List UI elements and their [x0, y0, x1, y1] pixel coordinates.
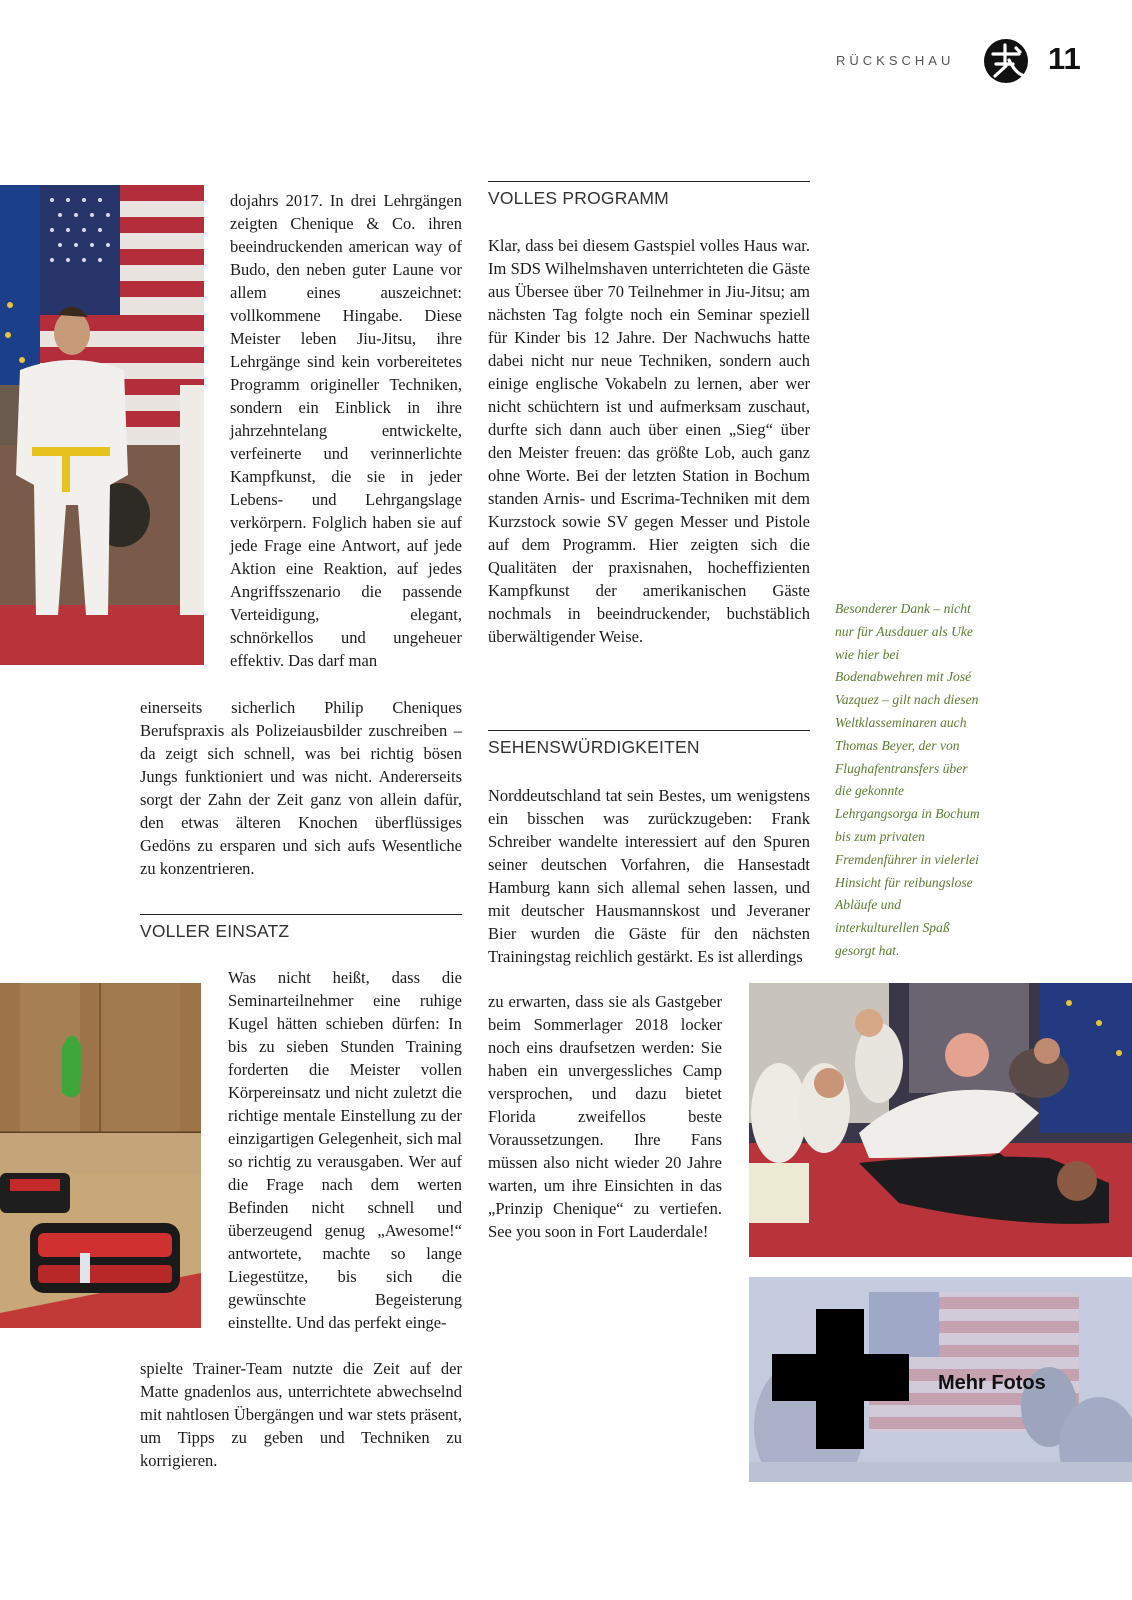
photo-caption: Besonderer Dank – nicht nur für Ausdauer als Uke wie hier bei Bodenabwehren mit José Vazquez – gilt nach diesen Weltklasseminaren auch Thomas Beyer, der von Flughafentransfers über die gekonnte Lehrgangsorga in Bochum bis zum privaten Fremdenführer in vielerlei Hinsicht für reibungslose Abläufe und interkulturellen Spaß gesorgt hat.: [835, 601, 980, 958]
heading-sehenswuerdigkeiten: SEHENSWÜRDIGKEITEN: [488, 737, 700, 757]
photo-ground-defense: [749, 983, 1132, 1257]
more-photos-label[interactable]: Mehr Fotos: [938, 1372, 1046, 1394]
more-photos-button[interactable]: [749, 1277, 1132, 1482]
section-divider: [140, 914, 462, 915]
photo-gym-bags: [0, 983, 201, 1328]
section-divider: [488, 181, 810, 182]
article-intro-continuation: [140, 696, 462, 880]
voller-einsatz-continuation: [140, 1357, 462, 1472]
sehenswuerdigkeiten-text: [488, 784, 810, 968]
intro-continuation-paragraph: einerseits sicherlich Philip Cheniques Berufspraxis als Polizeiausbilder zuschreiben – da zeigt sich schnell, was bei richtig bösen Jungs funktioniert und was nicht. Andererseits sorgt der Zahn der Zeit ganz von allein dafür, den etwas älteren Knochen überflüssiges Gedöns zu ersparen und sich aufs Wesentliche zu konzentrieren.: [140, 698, 462, 878]
page-number: 11: [1048, 41, 1081, 76]
heading-volles-programm: VOLLES PROGRAMM: [488, 188, 669, 208]
photo-athlete-flag: [0, 185, 204, 665]
voller-einsatz-continuation-paragraph: spielte Trainer-Team nutzte die Zeit auf der Matte gnadenlos aus, unterrichtete abwechselnd mit nahtlosen Übergängen und war stets präsent, um Tipps zu geben und Techniken zu korrigieren.: [140, 1359, 462, 1470]
budo-logo-icon: [983, 38, 1029, 84]
sehenswuerdigkeiten-paragraph: Norddeutschland tat sein Bestes, um wenigstens ein bisschen was zurückzugeben: Frank Schreiber wandelte interessiert auf den Spuren seiner deutschen Vorfahren, die Hansestadt Hamburg kann sich allemal sehen lassen, und mit deutscher Hausmannskost und Jeveraner Bier wurden die Gäste für den nächsten Trainingstag reichlich gestärkt. Es ist allerdings: [488, 786, 810, 966]
section-label: RÜCKSCHAU: [836, 53, 955, 68]
sehenswuerdigkeiten-continuation: [488, 990, 722, 1243]
sehenswuerdigkeiten-continuation-paragraph: zu erwarten, dass sie als Gastgeber beim Sommerlager 2018 locker noch eins draufsetzen werden: Sie haben ein unvergessliches Camp versprochen, und dazu bietet Florida zweifellos beste Voraussetzungen. Ihre Fans müssen also nicht wieder 20 Jahre warten, um ihre Einsichten in das „Prinzip Chenique“ zu vertiefen. See you soon in Fort Lauderdale!: [488, 992, 722, 1241]
heading-voller-einsatz: VOLLER EINSATZ: [140, 921, 290, 941]
article-intro-text: [230, 189, 462, 672]
voller-einsatz-text: [228, 966, 462, 1334]
intro-paragraph: dojahrs 2017. In drei Lehrgängen zeigten Chenique & Co. ihren beeindruckenden american way of Budo, den neben guter Laune vor allem eines auszeichnet: vollkommene Hingabe. Diese Meister leben Jiu-Jitsu, ihre Lehrgänge sind kein vorbereitetes Programm origineller Techniken, sondern ein Einblick in ihre jahrzehntelang entwickelte, verfeinerte und verinnerlichte Kampfkunst, die sie in jeder Lebens- und Lehrgangslage verkörpern. Folglich haben sie auf jede Frage eine Antwort, auf jede Aktion eine Reaktion, auf jedes Angriffsszenario die passende Verteidigung, elegant, schnörkellos und ungeheuer effektiv. Das darf man: [230, 191, 462, 670]
volles-programm-paragraph: Klar, dass bei diesem Gastspiel volles Haus war. Im SDS Wilhelmshaven unterrichteten die Gäste aus Übersee über 70 Teilnehmer in Jiu-Jitsu; am nächsten Tag folgte noch ein Seminar speziell für Kinder bis 12 Jahre. Der Nachwuchs hatte dabei nicht nur neue Techniken, sondern auch einige englische Vokabeln zu lernen, aber wer nicht schüchtern ist und aufmerksam zuschaut, durfte sich dann auch über einen „Sieg“ über den Meister freuen: das größte Lob, auch ganz ohne Worte. Bei der letzten Station in Bochum standen Arnis- und Escrima-Techniken mit dem Kurzstock sowie SV gegen Messer und Pistole auf dem Programm. Hier zeigten sich die Qualitäten der praxisnahen, hocheffizienten Kampfkunst der amerikanischen Gäste nochmals in beeindruckender, buchstäblich überwältigender Weise.: [488, 236, 810, 646]
volles-programm-text: [488, 234, 810, 648]
section-divider: [488, 730, 810, 731]
voller-einsatz-paragraph: Was nicht heißt, dass die Seminarteilnehmer eine ruhige Kugel hätten schieben dürfen: In bis zu sieben Stunden Training forderten die Meister vollen Körpereinsatz und nicht zuletzt die richtige mentale Einstellung zu der einzigartigen Gelegenheit, sich mal so richtig zu verausgaben. Wer auf die Frage nach dem werten Befinden nicht schnell und überzeugend genug „Awesome!“ antwortete, machte so lange Liegestütze, bis sich die gewünschte Begeisterung einstellte. Und das perfekt einge-: [228, 968, 462, 1332]
